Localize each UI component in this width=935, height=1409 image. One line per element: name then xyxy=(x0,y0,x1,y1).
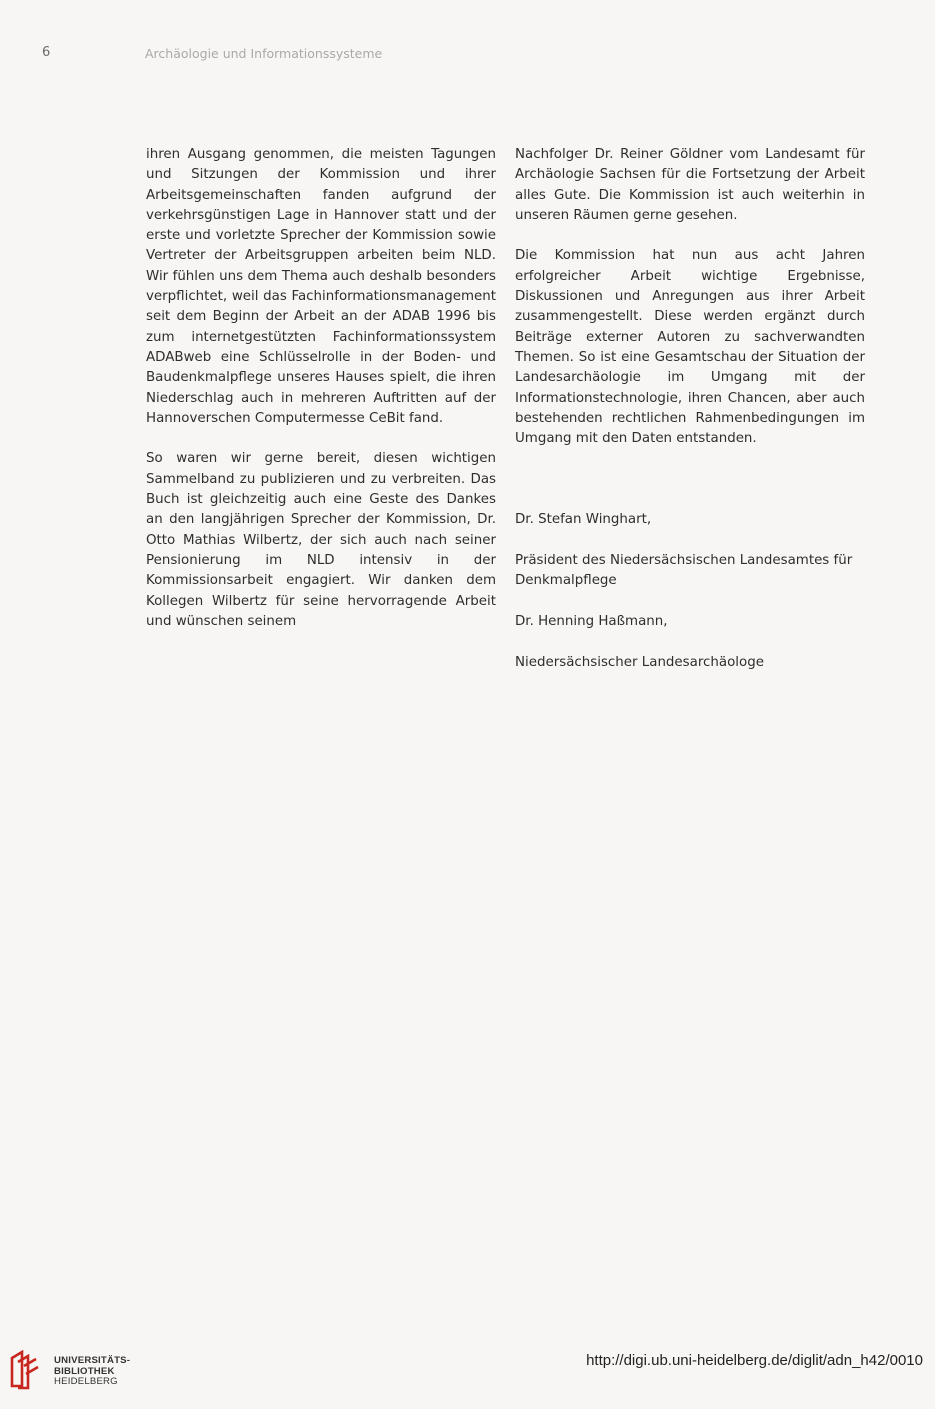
left-column xyxy=(146,145,496,632)
library-name xyxy=(54,1356,130,1388)
signature-name-1: Dr. Stefan Winghart, xyxy=(515,512,652,528)
running-title: Archäologie und Informationssysteme xyxy=(145,46,383,61)
library-name-line-2: BIBLIOTHEK xyxy=(54,1365,115,1377)
library-logo[interactable] xyxy=(8,1350,130,1394)
left-paragraph-2: So waren wir gerne bereit, diesen wichtigen Sammelband zu publizieren und zu verbreiten. Das Buch ist gleichzeitig auch eine Geste des Dankes an den langjährigen Sprecher der Kommission, Dr. Otto Mathias Wilbertz, der sich auch nach seiner Pensionierung im NLD intensiv in der Kommissionsarbeit engagiert. Wir danken dem Kollegen Wilbertz für seine hervorragende Arbeit und wünschen seinem xyxy=(146,451,496,629)
signature-name-2: Dr. Henning Haßmann, xyxy=(515,613,668,629)
signature-block xyxy=(515,510,865,672)
library-name-line-3: HEIDELBERG xyxy=(54,1376,118,1388)
left-paragraph-1: ihren Ausgang genommen, die meisten Tagungen und Sitzungen der Kommission und ihrer Arbeitsgemeinschaften fanden aufgrund der verkehrsgünstigen Lage in Hannover statt und der erste und vorletzte Sprecher der Kommission sowie Vertreter der Arbeitsgruppen arbeiten beim NLD. Wir fühlen uns dem Thema auch deshalb besonders verpflichtet, weil das Fachinformationsmanagement seit dem Beginn der Arbeit an der ADAB 1996 bis zum internetgestützten Fachinformationssystem ADABweb eine Schlüsselrolle in der Boden- und Baudenkmalpflege unseres Hauses spielt, die ihren Niederschlag auch in mehreren Auftritten auf der Hannoverschen Computermesse CeBit fand. xyxy=(146,147,496,426)
right-paragraph-2: Die Kommission hat nun aus acht Jahren erfolgreicher Arbeit wichtige Ergebnisse, Diskussionen und Anregungen aus ihrer Arbeit zusammengestellt. Diese werden ergänzt durch Beiträge externer Autoren zu sachverwandten Themen. So ist eine Gesamtschau der Situation der Landesarchäologie im Umgang mit der Informationstechnologie, ihren Chancen, aber auch bestehenden rechtlichen Rahmenbedingungen im Umgang mit den Daten entstanden. xyxy=(515,248,865,447)
source-url-link[interactable]: http://digi.ub.uni-heidelberg.de/diglit/adn_h42/0010 xyxy=(586,1352,923,1369)
page-number: 6 xyxy=(42,45,51,60)
right-paragraph-1: Nachfolger Dr. Reiner Göldner vom Landesamt für Archäologie Sachsen für die Fortsetzung der Arbeit alles Gute. Die Kommission ist auch weiterhin in unseren Räumen gerne gesehen. xyxy=(515,147,865,223)
right-column xyxy=(515,145,865,673)
library-name-line-1: UNIVERSITÄTS- xyxy=(54,1355,131,1367)
signature-title-2: Niedersächsischer Landesarchäologe xyxy=(515,654,764,670)
library-emblem-icon xyxy=(8,1350,46,1394)
signature-title-1: Präsident des Niedersächsischen Landesamtes für Denkmalpflege xyxy=(515,553,853,589)
